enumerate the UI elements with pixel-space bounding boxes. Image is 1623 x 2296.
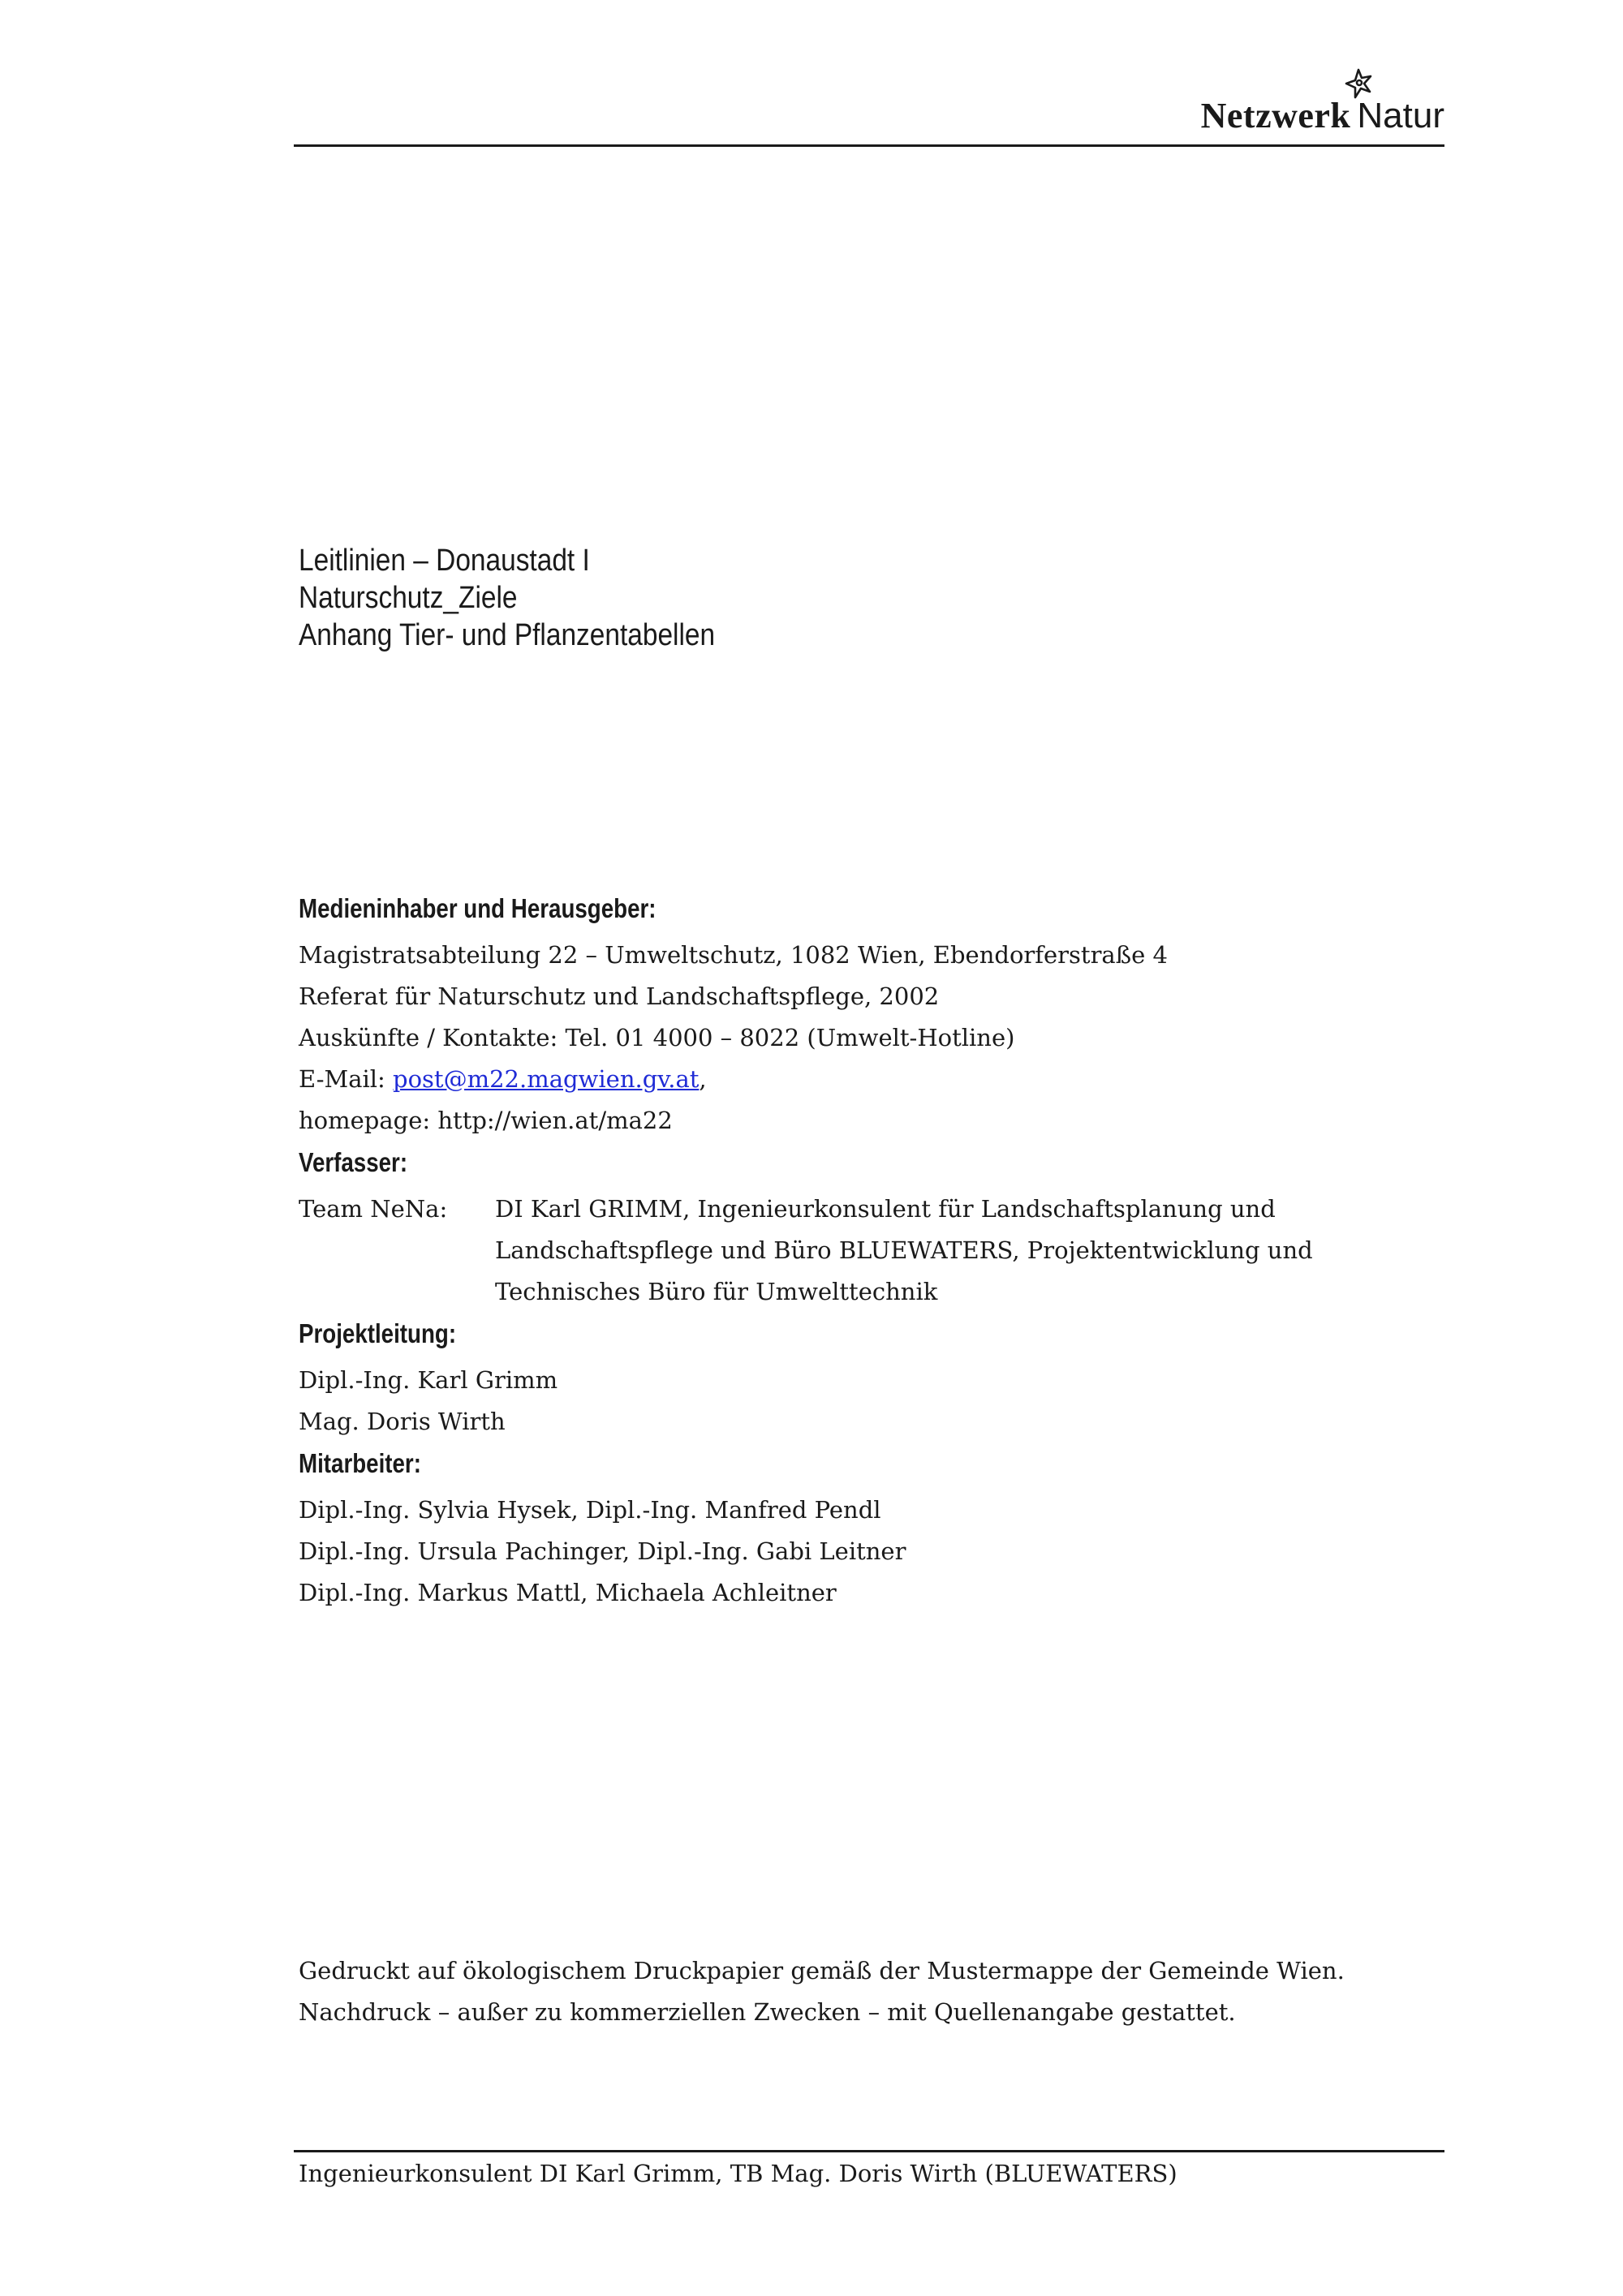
print-note — [299, 1950, 1345, 2033]
staff-heading: Mitarbeiter: — [299, 1448, 421, 1478]
footer-divider — [294, 2150, 1444, 2152]
print-note-line-1: Gedruckt auf ökologischem Druckpapier gemäß der Mustermappe der Gemeinde Wien. — [299, 1957, 1345, 1984]
staff-line: Dipl.-Ing. Markus Mattl, Michaela Achleitner — [299, 1579, 837, 1606]
team-line-3: Technisches Büro für Umwelttechnik — [495, 1278, 938, 1305]
project-lead-name: Dipl.-Ing. Karl Grimm — [299, 1366, 558, 1394]
print-note-line-2: Nachdruck – außer zu kommerziellen Zwecken – mit Quellenangabe gestattet. — [299, 1998, 1236, 2026]
header-divider — [294, 144, 1444, 147]
document-title — [299, 542, 715, 654]
homepage-line: homepage: http://wien.at/ma22 — [299, 1107, 673, 1134]
logo-bold-text: Netzwerk — [1200, 96, 1351, 135]
project-lead-heading: Projektleitung: — [299, 1318, 457, 1348]
email-label: E-Mail: — [299, 1065, 394, 1093]
footer-credit: Ingenieurkonsulent DI Karl Grimm, TB Mag. Doris Wirth (BLUEWATERS) — [299, 2160, 1177, 2187]
netzwerk-natur-logo — [1200, 67, 1444, 140]
authors-heading: Verfasser: — [299, 1147, 408, 1177]
team-line-1: DI Karl GRIMM, Ingenieurkonsulent für Landschaftsplanung und — [495, 1195, 1276, 1223]
title-line-1: Leitlinien – Donaustadt I — [299, 544, 590, 578]
email-link[interactable]: post@m22.magwien.gv.at — [393, 1065, 700, 1093]
team-description — [495, 1189, 1313, 1313]
imprint-section — [299, 892, 1435, 1614]
email-line — [299, 1059, 1435, 1100]
publisher-heading: Medieninhaber und Herausgeber: — [299, 893, 657, 923]
publisher-line-2: Referat für Naturschutz und Landschaftspflege, 2002 — [299, 982, 940, 1010]
team-label: Team NeNa: — [299, 1195, 448, 1223]
email-suffix: , — [699, 1065, 707, 1093]
team-line-2: Landschaftspflege und Büro BLUEWATERS, Projektentwicklung und — [495, 1236, 1313, 1264]
project-lead-name: Mag. Doris Wirth — [299, 1408, 506, 1435]
staff-line: Dipl.-Ing. Sylvia Hysek, Dipl.-Ing. Manfred Pendl — [299, 1496, 881, 1524]
team-row — [299, 1189, 1435, 1313]
publisher-line-3: Auskünfte / Kontakte: Tel. 01 4000 – 8022 (Umwelt-Hotline) — [299, 1024, 1015, 1051]
title-line-2: Naturschutz_Ziele — [299, 581, 518, 615]
logo-wordmark — [1201, 96, 1444, 136]
staff-line: Dipl.-Ing. Ursula Pachinger, Dipl.-Ing. Gabi Leitner — [299, 1537, 906, 1565]
title-line-3: Anhang Tier- und Pflanzentabellen — [299, 618, 716, 652]
publisher-line-1: Magistratsabteilung 22 – Umweltschutz, 1082 Wien, Ebendorferstraße 4 — [299, 941, 1168, 969]
logo-light-text: Natur — [1357, 96, 1444, 135]
